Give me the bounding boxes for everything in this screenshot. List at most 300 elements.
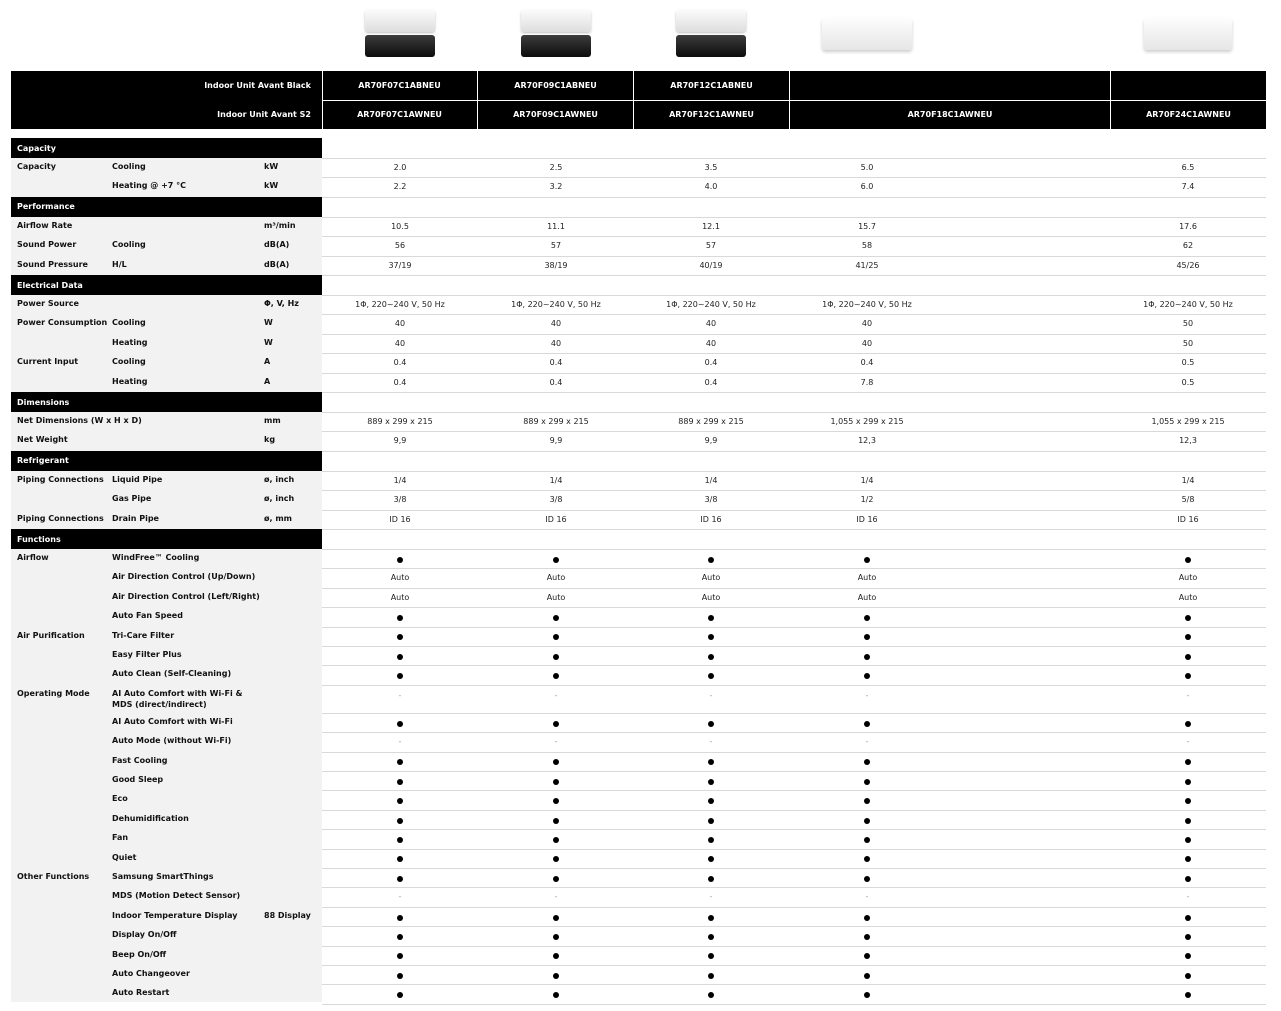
not-available-dash: - <box>1186 892 1190 902</box>
supported-dot <box>397 856 403 862</box>
cell-value: ID 16 <box>1177 514 1199 524</box>
supported-dot <box>1185 779 1191 785</box>
not-available-dash: - <box>865 892 869 902</box>
row-divider <box>322 713 1266 714</box>
row-group-label: Airflow <box>17 553 49 562</box>
row-divider <box>322 256 1266 257</box>
row-label: WindFree™ Cooling <box>112 553 200 562</box>
row-divider <box>322 752 1266 753</box>
row-label: Samsung SmartThings <box>112 872 214 881</box>
row-unit: A <box>264 376 271 386</box>
cell-value: 0.4 <box>704 358 718 368</box>
cell-value: 3/8 <box>549 495 563 505</box>
cell-value: 37/19 <box>388 260 412 270</box>
header-label-white: Indoor Unit Avant S2 <box>217 110 311 119</box>
supported-dot <box>397 953 403 959</box>
row-label: Air Direction Control (Left/Right) <box>112 591 260 601</box>
cell-value: 40 <box>705 319 717 329</box>
row-divider <box>322 314 1266 315</box>
row-divider <box>322 965 1266 966</box>
row-unit: dB(A) <box>264 259 290 269</box>
row-label: Easy Filter Plus <box>112 650 182 659</box>
supported-dot <box>1185 856 1191 862</box>
supported-dot <box>1185 837 1191 843</box>
indoor-unit-image <box>676 10 746 60</box>
cell-value: 10.5 <box>391 221 409 231</box>
supported-dot <box>553 557 559 563</box>
row-divider <box>322 177 1266 178</box>
cell-value: 0.4 <box>704 377 718 387</box>
supported-dot <box>397 992 403 998</box>
supported-dot <box>864 798 870 804</box>
supported-dot <box>708 673 714 679</box>
cell-value: 45/26 <box>1176 260 1200 270</box>
cell-value: 50 <box>1182 338 1194 348</box>
row-label: AI Auto Comfort with Wi-Fi <box>112 716 233 726</box>
supported-dot <box>1185 615 1191 621</box>
supported-dot <box>397 759 403 765</box>
supported-dot <box>1185 798 1191 804</box>
row-divider <box>322 451 1266 452</box>
supported-dot <box>553 818 559 824</box>
cell-value: 57 <box>550 241 562 251</box>
row-divider <box>322 829 1266 830</box>
row-divider <box>322 790 1266 791</box>
supported-dot <box>397 654 403 660</box>
header-cell: AR70F09C1AWNEU <box>513 110 598 119</box>
supported-dot <box>708 934 714 940</box>
row-group-label: Net Dimensions (W x H x D) <box>17 416 142 425</box>
cell-value: Auto <box>857 592 877 602</box>
row-divider <box>322 353 1266 354</box>
cell-value: 1Φ, 220~240 V, 50 Hz <box>666 300 756 309</box>
supported-dot <box>553 934 559 940</box>
not-available-dash: - <box>398 737 402 747</box>
row-divider <box>322 627 1266 628</box>
cell-value: 6.0 <box>860 182 874 192</box>
supported-dot <box>864 673 870 679</box>
supported-dot <box>864 654 870 660</box>
row-label: Drain Pipe <box>112 513 159 523</box>
cell-value: 5.0 <box>860 163 874 172</box>
supported-dot <box>1185 973 1191 979</box>
row-unit: ø, inch <box>264 494 295 504</box>
not-available-dash: - <box>398 690 402 700</box>
row-label: Indoor Temperature Display <box>112 910 238 920</box>
supported-dot <box>864 837 870 843</box>
cell-value: Auto <box>390 592 410 602</box>
supported-dot <box>397 721 403 727</box>
cell-value: 2.5 <box>549 163 563 172</box>
supported-dot <box>553 779 559 785</box>
supported-dot <box>708 973 714 979</box>
supported-dot <box>553 798 559 804</box>
row-divider <box>322 646 1266 647</box>
cell-value: 40 <box>394 319 406 329</box>
section-header: Dimensions <box>11 392 322 412</box>
cell-value: 40 <box>861 338 873 348</box>
row-label: Dehumidification <box>112 813 189 823</box>
supported-dot <box>708 721 714 727</box>
cell-value: 3.2 <box>549 182 563 192</box>
row-divider <box>322 217 1266 218</box>
row-divider <box>322 607 1266 608</box>
row-label: Heating <box>112 337 148 347</box>
supported-dot <box>553 856 559 862</box>
row-group-label: Current Input <box>17 357 79 367</box>
cell-value: 1Φ, 220~240 V, 50 Hz <box>1143 300 1233 309</box>
row-unit: dB(A) <box>264 240 290 250</box>
cell-value: 40 <box>394 338 406 348</box>
cell-value: 3.5 <box>704 163 718 172</box>
supported-dot <box>864 721 870 727</box>
supported-dot <box>708 759 714 765</box>
row-label: Cooling <box>112 357 146 367</box>
row-divider <box>322 197 1266 198</box>
row-label: Auto Fan Speed <box>112 611 183 621</box>
row-divider <box>322 887 1266 888</box>
cell-value: 0.4 <box>549 358 563 368</box>
row-group-label: Operating Mode <box>17 688 90 698</box>
row-label: Liquid Pipe <box>112 474 163 484</box>
cell-value: 40 <box>550 338 562 348</box>
unit-white-panel <box>521 10 591 32</box>
row-group-label: Piping Connections <box>17 474 104 484</box>
supported-dot <box>1185 934 1191 940</box>
cell-value: 62 <box>1182 241 1194 251</box>
not-available-dash: - <box>709 892 713 902</box>
supported-dot <box>1185 654 1191 660</box>
cell-value: 15.7 <box>858 221 876 231</box>
cell-value: 1Φ, 220~240 V, 50 Hz <box>822 300 912 309</box>
indoor-unit-image <box>1144 10 1232 60</box>
cell-value: Auto <box>1178 573 1198 583</box>
cell-value: 3/8 <box>393 495 407 505</box>
supported-dot <box>708 557 714 563</box>
supported-dot <box>864 615 870 621</box>
unit-white-panel <box>365 10 435 32</box>
header-cell: AR70F12C1AWNEU <box>669 110 754 119</box>
supported-dot <box>1185 634 1191 640</box>
supported-dot <box>1185 557 1191 563</box>
row-label: Display On/Off <box>112 930 177 940</box>
row-unit: m³/min <box>264 220 296 230</box>
supported-dot <box>708 818 714 824</box>
supported-dot <box>553 721 559 727</box>
cell-value: 1Φ, 220~240 V, 50 Hz <box>355 300 445 309</box>
cell-value: 1/4 <box>704 475 718 485</box>
supported-dot <box>708 856 714 862</box>
unit-white-panel <box>676 10 746 32</box>
not-available-dash: - <box>865 690 869 700</box>
cell-value: Auto <box>857 573 877 583</box>
row-group-label: Power Consumption <box>17 318 108 328</box>
row-divider <box>322 158 1266 159</box>
supported-dot <box>864 759 870 765</box>
cell-value: 40 <box>550 319 562 329</box>
not-available-dash: - <box>554 892 558 902</box>
row-divider <box>322 771 1266 772</box>
not-available-dash: - <box>398 892 402 902</box>
supported-dot <box>553 876 559 882</box>
indoor-unit-image <box>521 10 591 60</box>
cell-value: 1/2 <box>860 495 874 505</box>
row-unit: ø, mm <box>264 513 292 523</box>
section-header: Performance <box>11 197 322 217</box>
row-group-label: Piping Connections <box>17 513 104 523</box>
supported-dot <box>1185 992 1191 998</box>
row-group-label: Sound Power <box>17 240 77 250</box>
cell-value: 1/4 <box>860 475 874 485</box>
header-cell: AR70F24C1AWNEU <box>1146 110 1231 119</box>
row-label: Heating <box>112 376 148 386</box>
cell-value: Auto <box>390 573 410 583</box>
row-group-label: Sound Pressure <box>17 259 88 269</box>
cell-value: 9,9 <box>393 436 407 446</box>
row-label: Auto Mode (without Wi-Fi) <box>112 736 232 746</box>
not-available-dash: - <box>1186 737 1190 747</box>
cell-value: 0.4 <box>860 358 874 368</box>
section-header: Capacity <box>11 138 322 158</box>
row-divider <box>322 665 1266 666</box>
supported-dot <box>397 818 403 824</box>
supported-dot <box>708 876 714 882</box>
supported-dot <box>1185 915 1191 921</box>
cell-value: 2.2 <box>393 182 407 192</box>
row-label: Fast Cooling <box>112 755 168 765</box>
supported-dot <box>553 654 559 660</box>
unit-white-panel <box>1144 18 1232 50</box>
supported-dot <box>708 837 714 843</box>
cell-value: 889 x 299 x 215 <box>678 417 744 426</box>
cell-value: 7.8 <box>860 377 874 387</box>
row-label: Good Sleep <box>112 775 164 784</box>
row-label: Beep On/Off <box>112 949 167 959</box>
row-label: Air Direction Control (Up/Down) <box>112 572 256 582</box>
cell-value: ID 16 <box>856 514 878 524</box>
indoor-unit-image <box>365 10 435 60</box>
supported-dot <box>1185 673 1191 679</box>
row-divider <box>322 275 1266 276</box>
row-divider <box>322 868 1266 869</box>
cell-value: 889 x 299 x 215 <box>523 417 589 426</box>
cell-value: ID 16 <box>389 514 411 524</box>
row-divider <box>322 490 1266 491</box>
header-label-black: Indoor Unit Avant Black <box>204 81 311 90</box>
supported-dot <box>1185 721 1191 727</box>
cell-value: 9,9 <box>704 436 718 446</box>
row-label: Fan <box>112 833 129 843</box>
row-group-label: Other Functions <box>17 872 90 881</box>
cell-value: Auto <box>546 573 566 583</box>
supported-dot <box>864 779 870 785</box>
section-header: Refrigerant <box>11 451 322 471</box>
row-group-label: Power Source <box>17 299 79 308</box>
row-unit: ø, inch <box>264 474 295 484</box>
supported-dot <box>397 557 403 563</box>
supported-dot <box>864 973 870 979</box>
cell-value: 0.4 <box>393 358 407 368</box>
supported-dot <box>864 856 870 862</box>
header-cell: AR70F07C1AWNEU <box>357 110 442 119</box>
row-unit: Φ, V, Hz <box>264 299 299 308</box>
not-available-dash: - <box>1186 690 1190 700</box>
header-cell: AR70F07C1ABNEU <box>358 81 441 90</box>
unit-black-panel <box>676 35 746 57</box>
supported-dot <box>708 915 714 921</box>
supported-dot <box>1185 759 1191 765</box>
cell-value: Auto <box>701 573 721 583</box>
cell-value: 7.4 <box>1181 182 1195 192</box>
row-divider <box>322 549 1266 550</box>
supported-dot <box>397 673 403 679</box>
cell-value: 0.4 <box>549 377 563 387</box>
cell-value: 3/8 <box>704 495 718 505</box>
cell-value: ID 16 <box>700 514 722 524</box>
supported-dot <box>708 654 714 660</box>
cell-value: 12.1 <box>702 221 720 231</box>
supported-dot <box>397 615 403 621</box>
supported-dot <box>553 953 559 959</box>
row-divider <box>322 471 1266 472</box>
row-label: Cooling <box>112 318 146 328</box>
row-divider <box>322 510 1266 511</box>
supported-dot <box>397 915 403 921</box>
row-label: Heating @ +7 °C <box>112 181 187 191</box>
supported-dot <box>864 915 870 921</box>
cell-value: 1Φ, 220~240 V, 50 Hz <box>511 300 601 309</box>
unit-white-panel <box>822 18 912 50</box>
row-label: Cooling <box>112 162 146 171</box>
row-label: Quiet <box>112 852 137 862</box>
cell-value: 1/4 <box>1181 475 1195 485</box>
header-cell <box>790 71 1110 100</box>
row-label: MDS (Motion Detect Sensor) <box>112 891 241 901</box>
cell-value: 4.0 <box>704 182 718 192</box>
cell-value: 50 <box>1182 319 1194 329</box>
supported-dot <box>708 634 714 640</box>
row-unit: mm <box>264 416 281 425</box>
supported-dot <box>553 973 559 979</box>
product-images-row <box>0 0 1281 70</box>
supported-dot <box>1185 876 1191 882</box>
cell-value: 1/4 <box>393 475 407 485</box>
supported-dot <box>708 992 714 998</box>
row-divider <box>322 926 1266 927</box>
supported-dot <box>864 818 870 824</box>
unit-black-panel <box>521 35 591 57</box>
row-divider <box>322 295 1266 296</box>
row-label: Auto Changeover <box>112 969 190 978</box>
unit-black-panel <box>365 35 435 57</box>
not-available-dash: - <box>554 737 558 747</box>
supported-dot <box>553 759 559 765</box>
row-divider <box>322 588 1266 589</box>
supported-dot <box>553 915 559 921</box>
supported-dot <box>864 953 870 959</box>
cell-value: 41/25 <box>855 260 879 270</box>
row-divider <box>322 732 1266 733</box>
cell-value: Auto <box>701 592 721 602</box>
row-label: H/L <box>112 259 127 269</box>
indoor-unit-image <box>822 10 912 60</box>
row-unit: kW <box>264 162 279 171</box>
row-divider <box>322 946 1266 947</box>
supported-dot <box>708 953 714 959</box>
row-divider <box>322 431 1266 432</box>
supported-dot <box>397 798 403 804</box>
row-unit: W <box>264 337 273 347</box>
row-divider <box>322 236 1266 237</box>
row-unit: A <box>264 357 271 367</box>
row-label: Gas Pipe <box>112 494 152 504</box>
cell-value: 0.5 <box>1181 358 1195 368</box>
cell-value: Auto <box>546 592 566 602</box>
cell-value: 12,3 <box>858 436 876 446</box>
row-divider <box>322 568 1266 569</box>
cell-value: 17.6 <box>1179 221 1197 231</box>
cell-value: 40 <box>705 338 717 348</box>
not-available-dash: - <box>554 690 558 700</box>
supported-dot <box>864 992 870 998</box>
row-label: Eco <box>112 794 128 804</box>
row-divider <box>322 392 1266 393</box>
cell-value: 38/19 <box>544 260 568 270</box>
supported-dot <box>397 779 403 785</box>
row-divider <box>322 849 1266 850</box>
cell-value: ID 16 <box>545 514 567 524</box>
row-divider <box>322 907 1266 908</box>
row-divider <box>322 810 1266 811</box>
supported-dot <box>397 934 403 940</box>
supported-dot <box>553 615 559 621</box>
supported-dot <box>864 876 870 882</box>
supported-dot <box>864 557 870 563</box>
row-label: Tri-Care Filter <box>112 630 175 640</box>
row-unit: 88 Display <box>264 910 311 920</box>
row-group-label: Airflow Rate <box>17 220 73 230</box>
section-header: Electrical Data <box>11 275 322 295</box>
supported-dot <box>708 779 714 785</box>
supported-dot <box>553 837 559 843</box>
supported-dot <box>397 634 403 640</box>
cell-value: 0.4 <box>393 377 407 387</box>
not-available-dash: - <box>709 690 713 700</box>
row-label: Auto Clean (Self-Cleaning) <box>112 669 232 679</box>
supported-dot <box>864 634 870 640</box>
row-unit: kW <box>264 181 279 191</box>
cell-value: 40 <box>861 319 873 329</box>
row-divider <box>322 685 1266 686</box>
header-separator <box>322 71 323 129</box>
header-cell <box>1111 71 1266 100</box>
cell-value: 1,055 x 299 x 215 <box>830 417 904 426</box>
cell-value: 11.1 <box>547 221 565 231</box>
supported-dot <box>708 798 714 804</box>
cell-value: 58 <box>861 241 873 251</box>
header-cell: AR70F09C1ABNEU <box>514 81 597 90</box>
supported-dot <box>553 673 559 679</box>
cell-value: 1/4 <box>549 475 563 485</box>
row-group-label: Net Weight <box>17 435 68 445</box>
row-label: Auto Restart <box>112 988 170 998</box>
header-cell: AR70F12C1ABNEU <box>670 81 753 90</box>
row-divider <box>322 373 1266 374</box>
supported-dot <box>708 615 714 621</box>
supported-dot <box>397 876 403 882</box>
cell-value: 889 x 299 x 215 <box>367 417 433 426</box>
cell-value: 0.5 <box>1181 377 1195 387</box>
